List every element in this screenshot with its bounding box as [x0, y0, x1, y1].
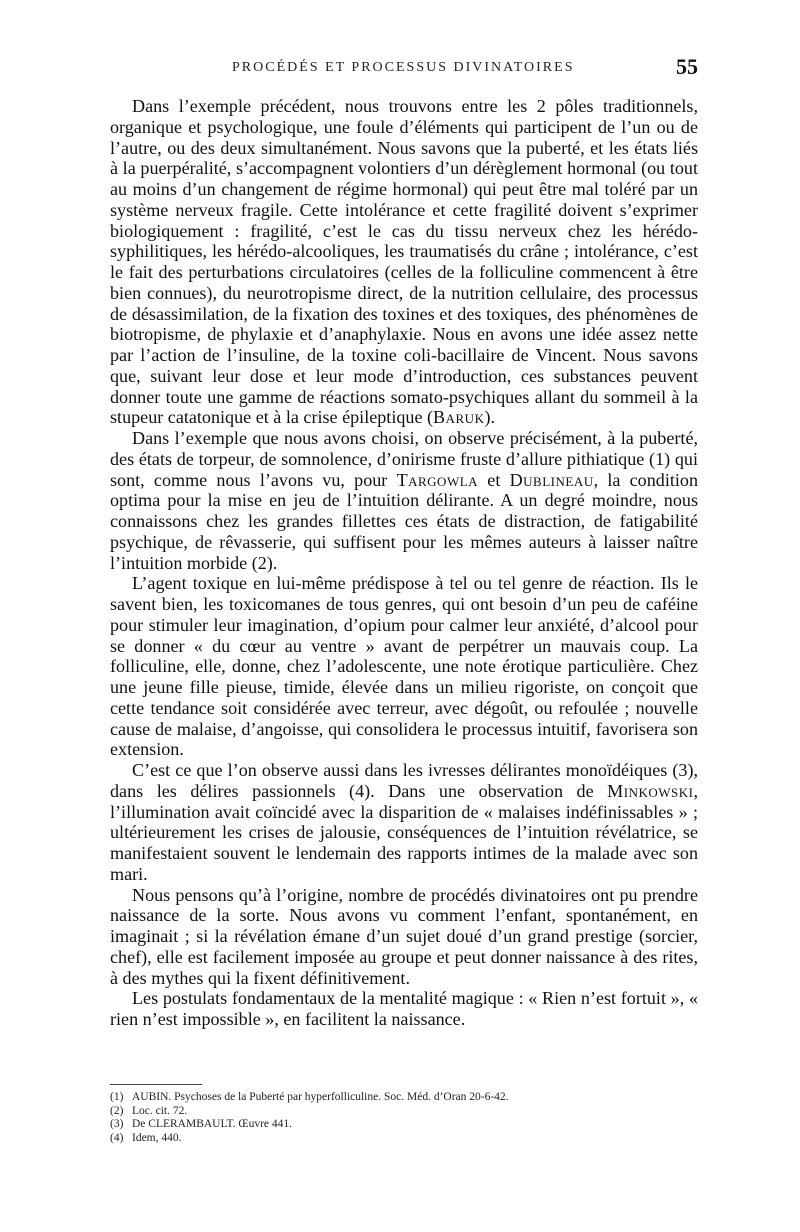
- footnote: [110, 1091, 698, 1105]
- footnote-mark: (2): [110, 1104, 124, 1117]
- paragraph: Nous pensons qu’à l’origine, nombre de procédés divinatoires ont pu prendre naissance de la sorte. Nous avons vu comment l’enfant, spontanément, en imaginait ; si la révélation émane d’un sujet doué d’un grand prestige (sorcier, chef), elle est facilement imposée au groupe et peut donner naissance à des rites, à des mythes qui la fixent définitivement.: [110, 884, 698, 988]
- running-head: [0, 54, 800, 84]
- footnote-mark: (4): [110, 1131, 124, 1144]
- author-name: Dublineau: [509, 469, 594, 490]
- author-name: Targowla: [396, 469, 479, 490]
- footnotes: [110, 1091, 698, 1145]
- running-title: PROCÉDÉS ET PROCESSUS DIVINATOIRES: [232, 60, 575, 75]
- footnote-rule: [110, 1084, 202, 1085]
- footnote-text: Loc. cit. 72.: [132, 1104, 188, 1117]
- page-number: 55: [676, 54, 698, 79]
- paragraph: C’est ce que l’on observe aussi dans les ivresses délirantes monoïdéiques (3), dans les délires passionnels (4). Dans une observation de Minkowski, l’illumination avait coïncidé avec la disparition de « malaises indéfinissables » ; ultérieurement les crises de jalousie, conséquences de l’intuition révélatrice, se manifestaient souvent le lendemain des rapports intimes de la malade avec son mari.: [110, 760, 698, 884]
- footnote: [110, 1132, 698, 1146]
- author-name: Baruk: [433, 407, 485, 428]
- footnote-mark: (3): [110, 1118, 124, 1130]
- paragraph: Les postulats fondamentaux de la mentalité magique : « Rien n’est fortuit », « rien n’est impossible », en facilitent la naissance.: [110, 988, 698, 1029]
- body-text: [110, 96, 698, 1030]
- footnote-text: De CLERAMBAULT. Œuvre 441.: [132, 1118, 293, 1130]
- paragraph: Dans l’exemple que nous avons choisi, on observe précisément, à la puberté, des états de torpeur, de somnolence, d’onirisme fruste d’allure pithiatique (1) qui sont, comme nous l’avons vu, pour Targowla et Dublineau, la condition optima pour la mise en jeu de l’intuition délirante. A un degré moindre, nous connaissons chez les grandes fillettes ces états de distraction, de fatigabilité psychique, de rêvasserie, qui suffisent pour les mêmes auteurs à laisser naître l’intuition morbide (2).: [110, 428, 698, 573]
- footnote-mark: (1): [110, 1091, 124, 1103]
- footnote: [110, 1118, 698, 1132]
- paragraph: L’agent toxique en lui-même prédispose à tel ou tel genre de réaction. Ils le savent bien, les toxicomanes de tous genres, qui ont besoin d’un peu de caféine pour stimuler leur imagination, d’opium pour calmer leur anxiété, d’alcool pour se donner « du cœur au ventre » avant de perpétrer un mauvais coup. La folliculine, elle, donne, chez l’adolescente, une note érotique particulière. Chez une jeune fille pieuse, timide, élevée dans un milieu rigoriste, on conçoit que cette tendance soit considérée avec terreur, avec dégoût, ou refoulée ; nouvelle cause de malaise, d’angoisse, qui consolidera le processus intuitif, favorisera son extension.: [110, 573, 698, 760]
- paragraph: Dans l’exemple précédent, nous trouvons entre les 2 pôles traditionnels, organique et psychologique, une foule d’éléments qui participent de l’un ou de l’autre, ou des deux simultanément. Nous savons que la puberté, et les états liés à la puerpéralité, s’accompagnent volontiers d’un dérèglement hormonal (ou tout au moins d’un changement de régime hormonal) qui peut être mal toléré par un système nerveux fragile. Cette intolérance et cette fragilité doivent s’exprimer biologiquement : fragilité, c’est le cas du tissu nerveux chez les hérédo-syphilitiques, les hérédo-alcooliques, les traumatisés du crâne ; intolérance, c’est le fait des perturbations circulatoires (celles de la folliculine commencent à être bien connues), du neurotropisme direct, de la nutrition cellulaire, des processus de désassimilation, de la fixation des toxines et des toxiques, des phénomènes de biotropisme, de phylaxie et d’anaphylaxie. Nous en avons une idée assez nette par l’action de l’insuline, de la toxine coli-bacillaire de Vincent. Nous savons que, suivant leur dose et leur mode d’introduction, ces substances peuvent donner toute une gamme de réactions somato-psychiques allant du sommeil à la stupeur catatonique et à la crise épileptique (Baruk).: [110, 96, 698, 428]
- author-name: Minkowski: [607, 780, 694, 801]
- footnote-text: Idem, 440.: [132, 1131, 182, 1144]
- footnote: [110, 1105, 698, 1119]
- footnote-text: AUBIN. Psychoses de la Puberté par hyperfolliculine. Soc. Méd. d’Oran 20-6-42.: [132, 1091, 509, 1103]
